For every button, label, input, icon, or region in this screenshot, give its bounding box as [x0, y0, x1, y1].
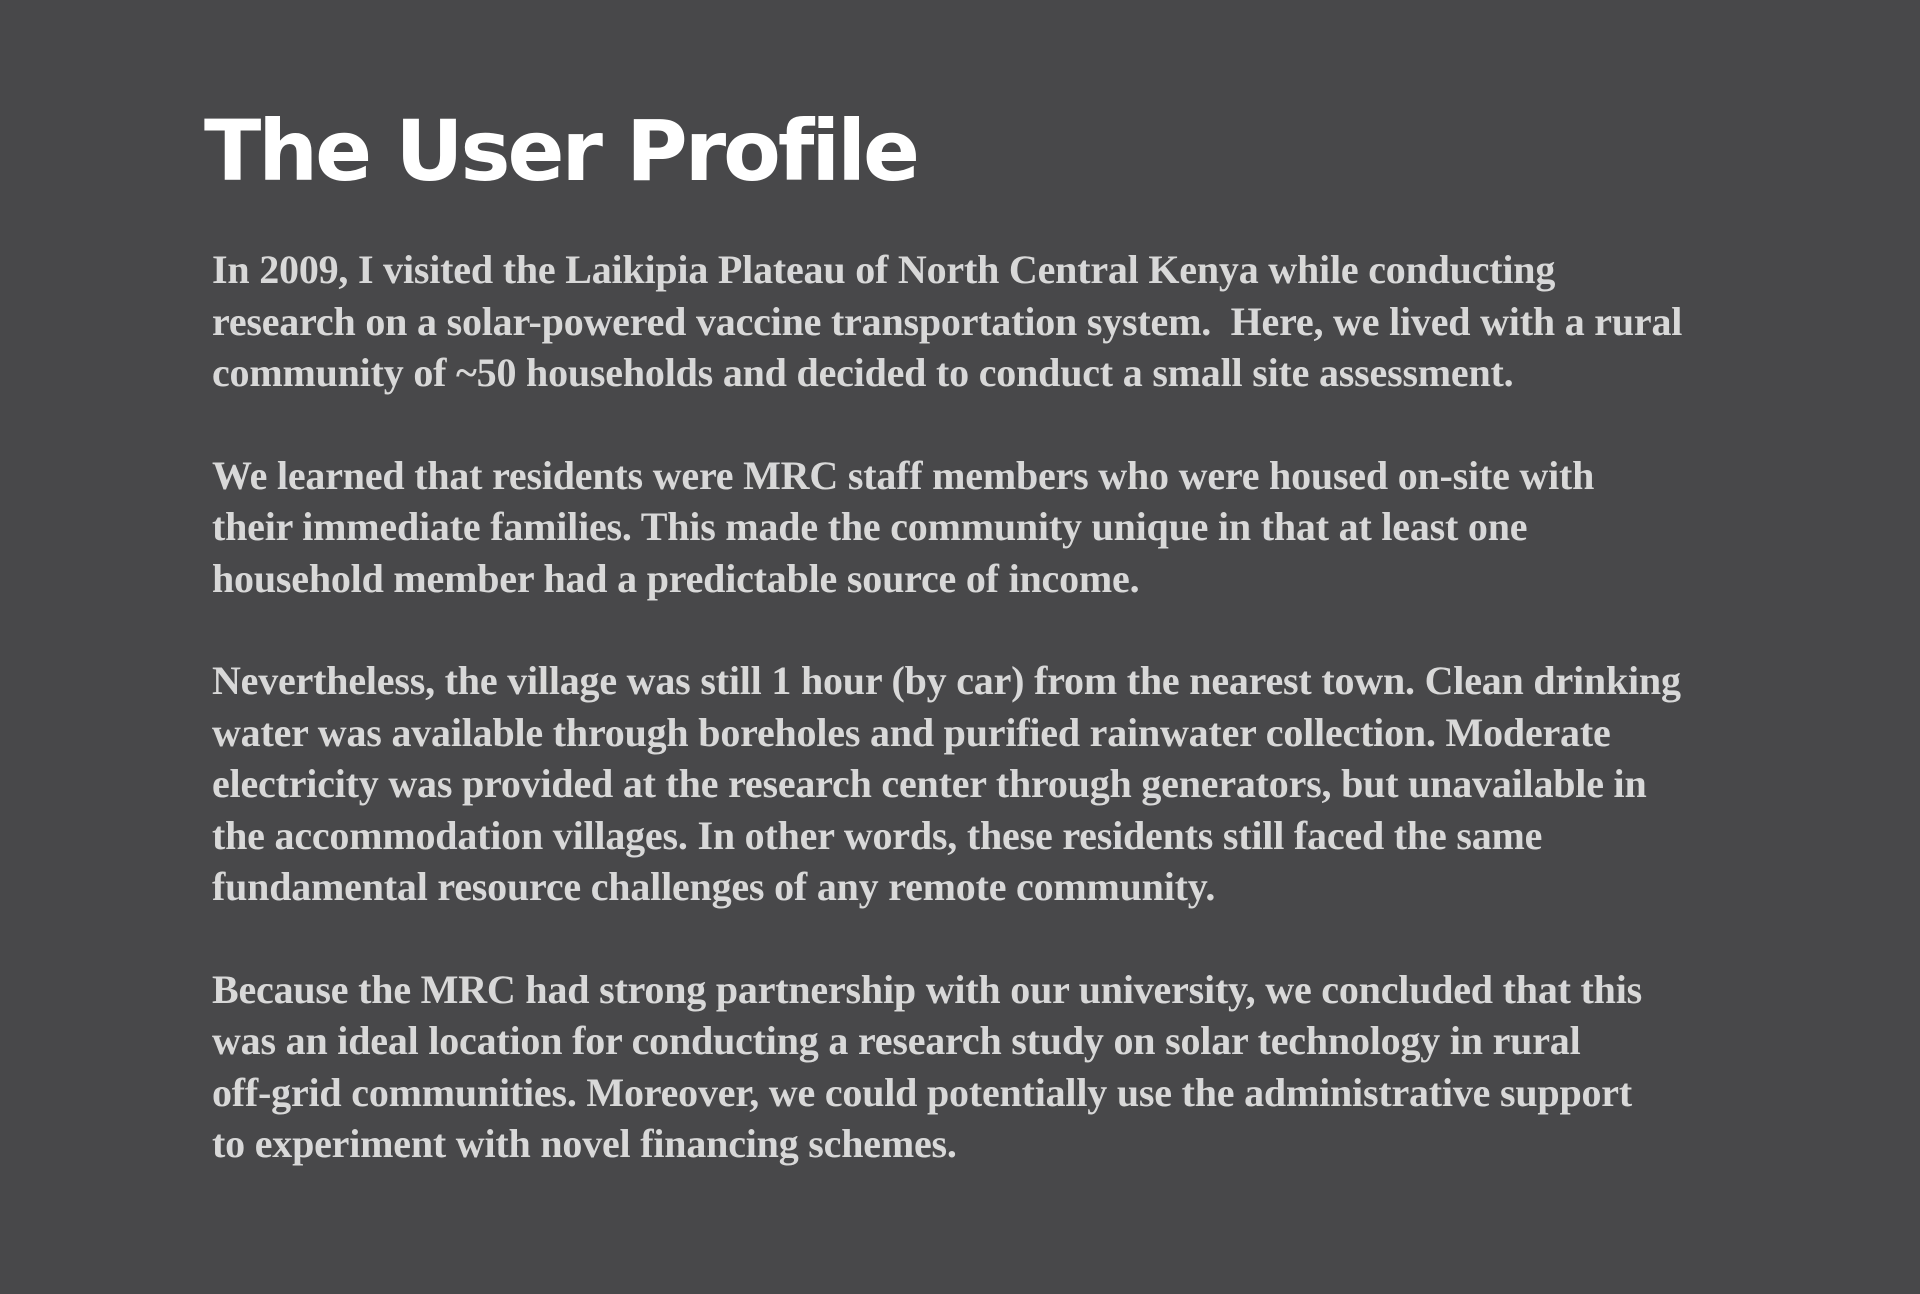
- text-line: household member had a predictable source of income.: [212, 555, 1140, 601]
- text-line: community of ~50 households and decided to conduct a small site assessment.: [212, 350, 1514, 395]
- paragraph-challenges: [212, 655, 1772, 913]
- body-text: [212, 244, 1772, 1221]
- paragraph-residents: [212, 450, 1772, 605]
- text-line: Nevertheless, the village was still 1 hour (by car) from the nearest town. Clean drinking: [212, 658, 1681, 703]
- text-line: the accommodation villages. In other words, these residents still faced the same: [212, 812, 1543, 858]
- text-line: We learned that residents were MRC staff members who were housed on-site with: [212, 452, 1595, 498]
- text-line: fundamental resource challenges of any remote community.: [212, 864, 1216, 909]
- paragraph-conclusion: [212, 964, 1772, 1170]
- text-line: to experiment with novel financing schemes.: [212, 1121, 957, 1166]
- text-line: electricity was provided at the research center through generators, but unavailable in: [212, 761, 1647, 806]
- page-title: The User Profile: [204, 102, 917, 200]
- text-line: Because the MRC had strong partnership with our university, we concluded that this: [212, 966, 1642, 1012]
- paragraph-visit: [212, 244, 1772, 399]
- text-line: research on a solar-powered vaccine transportation system. Here, we lived with a rural: [212, 298, 1683, 344]
- text-line: their immediate families. This made the community unique in that at least one: [212, 504, 1528, 549]
- text-line: was an ideal location for conducting a research study on solar technology in rural: [212, 1018, 1581, 1063]
- text-line: In 2009, I visited the Laikipia Plateau of North Central Kenya while conducting: [212, 247, 1556, 292]
- text-line: off-grid communities. Moreover, we could potentially use the administrative support: [212, 1069, 1632, 1115]
- text-line: water was available through boreholes and purified rainwater collection. Moderate: [212, 709, 1611, 755]
